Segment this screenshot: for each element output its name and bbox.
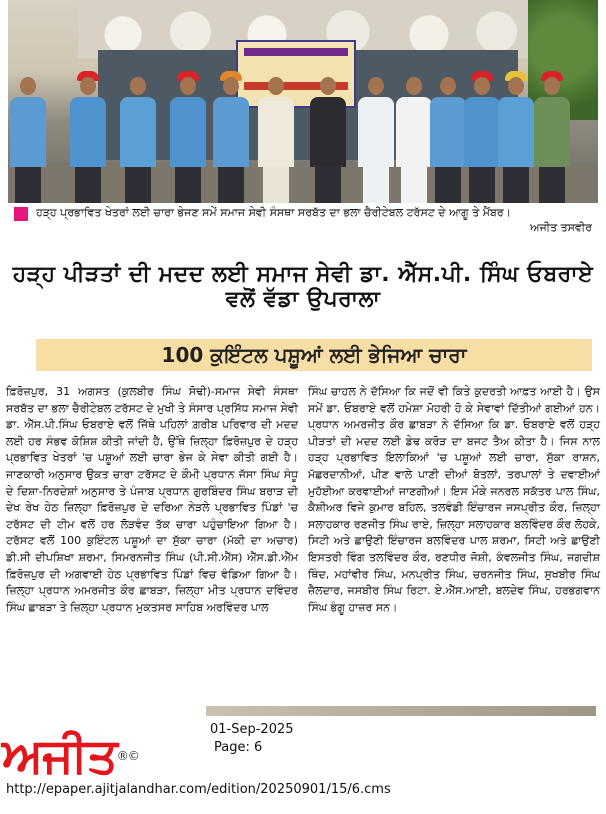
logo-mark: ®© xyxy=(116,749,139,763)
person xyxy=(430,77,466,203)
person xyxy=(396,77,432,203)
person xyxy=(310,77,346,203)
photo-credit: ਅਜੀਤ ਤਸਵੀਰ xyxy=(530,221,592,234)
photo-caption xyxy=(36,205,596,234)
person xyxy=(464,71,500,203)
article-column-right xyxy=(308,384,600,616)
person xyxy=(534,71,570,203)
article-text-right: ਸਿੰਘ ਚਾਹਲ ਨੇ ਦੱਸਿਆ ਕਿ ਜਦੋਂ ਵੀ ਕਿਤੇ ਕੁਦਰਤੀ ਆਫ਼ਤ ਆਈ ਹੈ। ਉਸ ਸਮੇਂ ਡਾ. ਓਬਰਾਏ ਵਲੋਂ ਹਮੇਸ਼ਾ ਮੋਹਰੀ ਹੋ ਕੇ ਸੇਵਾਵਾਂ ਦਿੱਤੀਆਂ ਗਈਆਂ ਹਨ। ਪ੍ਰਧਾਨ ਅਮਰਜੀਤ ਕੌਰ ਛਾਬੜਾ ਨੇ ਦੱਸਿਆ ਕਿ ਡਾ. ਓਬਰਾਏ ਵਲੋਂ ਹੜ੍ਹ ਪੀੜਤਾਂ ਦੀ ਮਦਦ ਲਈ ਡੇਢ ਕਰੋੜ ਦਾ ਬਜਟ ਤੈਅ ਕੀਤਾ ਹੈ। ਜਿਸ ਨਾਲ ਹੜ੍ਹ ਪ੍ਰਭਾਵਿਤ ਇਲਾਕਿਆਂ 'ਚ ਪਸ਼ੂਆਂ ਲਈ ਚਾਰਾ, ਸੁੱਕਾ ਰਾਸ਼ਨ, ਮੱਛਰਦਾਨੀਆਂ, ਪੀਣ ਵਾਲੇ ਪਾਣੀ ਦੀਆਂ ਬੋਤਲਾਂ, ਤਰਪਾਲਾਂ ਤੇ ਦਵਾਈਆਂ ਮੁਹੱਈਆ ਕਰਵਾਈਆਂ ਜਾਣਗੀਆਂ। ਇਸ ਮੌਕੇ ਜਨਰਲ ਸਕੱਤਰ ਪਾਲ ਸਿੰਘ, ਕੈਸ਼ੀਅਰ ਵਿਜੇ ਕੁਮਾਰ ਬਹਿਲ, ਤਲਵੰਡੀ ਇੰਚਾਰਜ ਜਸਪ੍ਰੀਤ ਕੌਰ, ਜ਼ਿਲ੍ਹਾ ਸਲਾਹਕਾਰ ਰਣਜੀਤ ਸਿੰਘ ਰਾਏ, ਜ਼ਿਲ੍ਹਾ ਸਲਾਹਕਾਰ ਬਲਵਿੰਦਰ ਕੌਰ ਲੋਹਕੇ, ਸਿਟੀ ਅਤੇ ਛਾਉਣੀ ਇੰਚਾਰਜ ਬਲਵਿੰਦਰ ਪਾਲ ਸ਼ਰਮਾ, ਸਿਟੀ ਅਤੇ ਛਾਉਣੀ ਇਸਤਰੀ ਵਿੰਗ ਤਲਵਿੰਦਰ ਕੌਰ, ਰਣਧੀਰ ਜੋਸ਼ੀ, ਕੰਵਲਜੀਤ ਸਿੰਘ, ਜਗਦੀਸ਼ ਥਿੰਦ, ਮਹਾਂਵੀਰ ਸਿੰਘ, ਮਨਪ੍ਰੀਤ ਸਿੰਘ, ਚਰਨਜੀਤ ਸਿੰਘ, ਸੁਖਬੀਰ ਸਿੰਘ ਜ਼ੈਲਦਾਰ, ਜਸਬੀਰ ਸਿੰਘ ਰਿਟਾ. ਏ.ਐੱਸ.ਆਈ, ਬਲਦੇਵ ਸਿੰਘ, ਹਰਭਗਵਾਨ ਸਿੰਘ ਭੰਗੂ ਹਾਜ਼ਰ ਸਨ। xyxy=(308,385,600,614)
person xyxy=(358,77,394,203)
article-text-left: ਫ਼ਿਰੋਜ਼ਪੁਰ, 31 ਅਗਸਤ (ਕੁਲਬੀਰ ਸਿੰਘ ਸੋਢੀ)-ਸਮਾਜ ਸੇਵੀ ਸੰਸਥਾ ਸਰਬੱਤ ਦਾ ਭਲਾ ਚੈਰੀਟੇਬਲ ਟਰੱਸਟ ਦੇ ਮੁਖੀ ਤੇ ਸੰਸਾਰ ਪ੍ਰਸਿੱਧ ਸਮਾਜ ਸੇਵੀ ਡਾ. ਐੱਸ.ਪੀ.ਸਿੰਘ ਓਬਰਾਏ ਵਲੋਂ ਜਿੱਥੇ ਪਹਿਲਾਂ ਗ਼ਰੀਬ ਪਰਿਵਾਰ ਦੀ ਮਦਦ ਲਈ ਹਰ ਸੰਭਵ ਕੋਸ਼ਿਸ਼ ਕੀਤੀ ਜਾਂਦੀ ਹੈ, ਉੱਥੇ ਜ਼ਿਲ੍ਹਾ ਫ਼ਿਰੋਜ਼ਪੁਰ ਦੇ ਹੜ੍ਹ ਪ੍ਰਭਾਵਿਤ ਖੇਤਰਾਂ 'ਚ ਪਸ਼ੂਆਂ ਲਈ ਚਾਰਾ ਭੇਜ ਕੇ ਸੇਵਾ ਕੀਤੀ ਗਈ ਹੈ। ਜਾਣਕਾਰੀ ਅਨੁਸਾਰ ਉਕਤ ਚਾਰਾ ਟਰੱਸਟ ਦੇ ਕੌਮੀ ਪ੍ਰਧਾਨ ਜੱਸਾ ਸਿੰਘ ਸੰਧੂ ਦੇ ਦਿਸ਼ਾ-ਨਿਰਦੇਸ਼ਾਂ ਅਨੁਸਾਰ ਤੇ ਪੰਜਾਬ ਪ੍ਰਧਾਨ ਗੁਰਬਿੰਦਰ ਸਿੰਘ ਬਰਾੜ ਦੀ ਦੇਖ ਰੇਖ ਹੇਠ ਜ਼ਿਲ੍ਹਾ ਫ਼ਿਰੋਜ਼ਪੁਰ ਦੇ ਦਰਿਆ ਨੇੜਲੇ ਪ੍ਰਭਾਵਿਤ ਪਿੰਡਾਂ 'ਚ ਟਰੱਸਟ ਦੀ ਟੀਮ ਵਲੋਂ ਹਰ ਲੋੜਵੰਦ ਤੱਕ ਚਾਰਾ ਪਹੁੰਚਾਇਆ ਗਿਆ ਹੈ। ਟਰੱਸਟ ਵਲੋਂ 100 ਕੁਇੰਟਲ ਪਸ਼ੂਆਂ ਦਾ ਸੁੱਕਾ ਚਾਰਾ (ਮੱਕੀ ਦਾ ਅਚਾਰ) ਡੀ.ਸੀ ਦੀਪਸ਼ਿਖਾ ਸ਼ਰਮਾ, ਸਿਮਰਨਜੀਤ ਸਿੰਘ (ਪੀ.ਸੀ.ਐੱਸ) ਐੱਸ.ਡੀ.ਐੱਮ ਫ਼ਿਰੋਜ਼ਪੁਰ ਦੀ ਅਗਵਾਈ ਹੇਠ ਪ੍ਰਭਾਵਿਤ ਪਿੰਡਾਂ ਵਿਚ ਵੰਡਿਆ ਗਿਆ ਹੈ। ਜ਼ਿਲ੍ਹਾ ਪ੍ਰਧਾਨ ਅਮਰਜੀਤ ਕੌਰ ਛਾਬੜਾ, ਜ਼ਿਲ੍ਹਾ ਮੀਤ ਪ੍ਰਧਾਨ ਦਵਿੰਦਰ ਸਿੰਘ ਛਾਬੜਾ ਤੇ ਜ਼ਿਲ੍ਹਾ ਪ੍ਰਧਾਨ ਮੁਕਤਸਰ ਸਾਹਿਬ ਅਰਵਿੰਦਰ ਪਾਲ xyxy=(6,385,298,614)
caption-marker xyxy=(14,207,28,221)
bottom-photo-strip xyxy=(206,706,596,716)
person xyxy=(213,71,249,203)
edition-date: 01-Sep-2025 xyxy=(210,722,294,737)
person xyxy=(120,77,156,203)
headline: ਹੜ੍ਹ ਪੀੜਤਾਂ ਦੀ ਮਦਦ ਲਈ ਸਮਾਜ ਸੇਵੀ ਡਾ. ਐੱਸ.ਪੀ. ਸਿੰਘ ਓਬਰਾਏ ਵਲੋਂ ਵੱਡਾ ਉਪਰਾਲਾ xyxy=(12,262,594,312)
person xyxy=(10,77,46,203)
ajit-logo xyxy=(2,730,139,782)
subheadline: 100 ਕੁਇੰਟਲ ਪਸ਼ੂਆਂ ਲਈ ਭੇਜਿਆ ਚਾਰਾ xyxy=(161,343,467,367)
logo-text: ਅਜੀਤ xyxy=(2,728,117,784)
article-column-left xyxy=(6,384,298,616)
caption-text: ਹੜ੍ਹ ਪ੍ਰਭਾਵਿਤ ਖੇਤਰਾਂ ਲਈ ਚਾਰਾ ਭੇਜਣ ਸਮੇਂ ਸਮਾਜ ਸੇਵੀ ਸੰਸਥਾ ਸਰਬੱਤ ਦਾ ਭਲਾ ਚੈਰੀਟੇਬਲ ਟਰੱਸਟ ਦੇ ਆਗੂ ਤੇ ਮੈਂਬਰ। xyxy=(36,206,512,219)
person xyxy=(170,71,206,203)
person xyxy=(70,71,106,203)
page-number: Page: 6 xyxy=(214,740,263,755)
epaper-url[interactable]: http://epaper.ajitjalandhar.com/edition/20250901/15/6.cms xyxy=(6,782,391,797)
news-photo xyxy=(8,0,598,203)
person xyxy=(258,77,294,203)
person xyxy=(498,71,534,203)
